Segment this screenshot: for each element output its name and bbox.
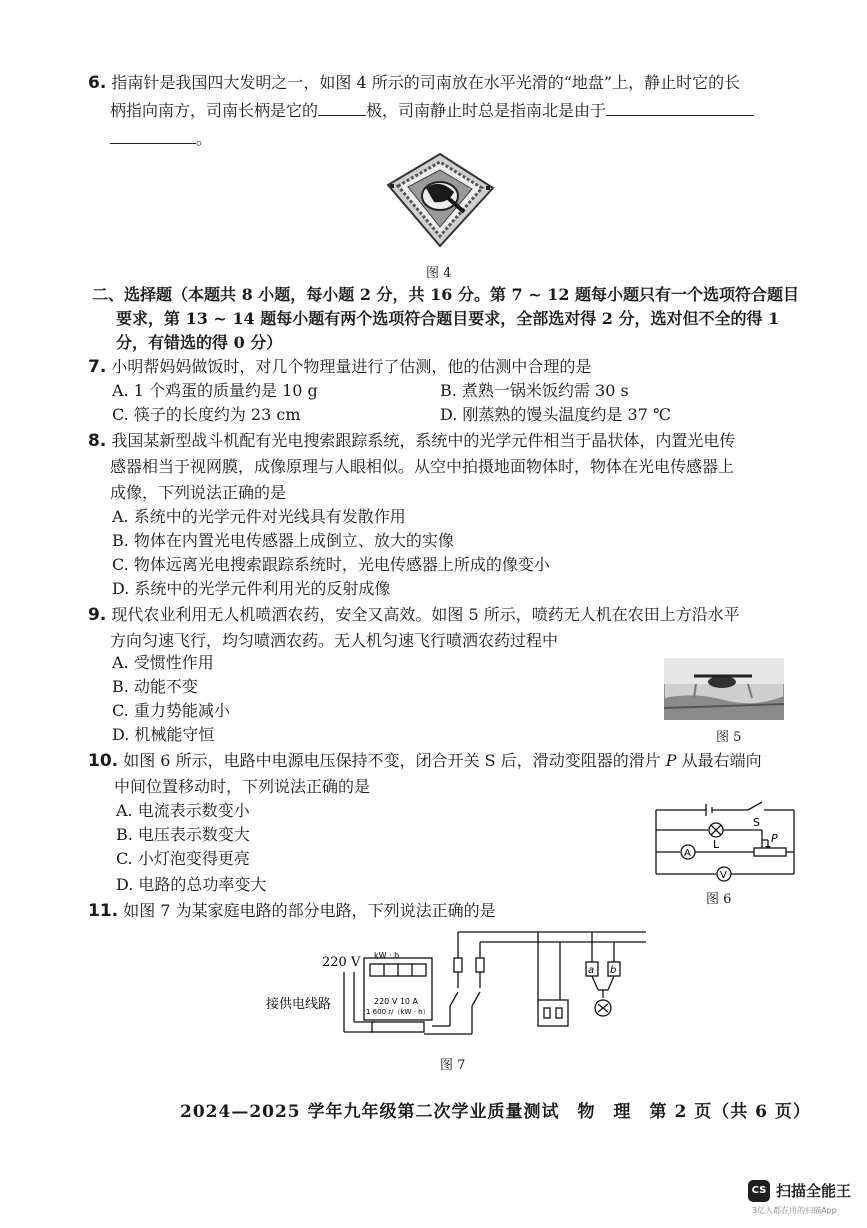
figure6-circuit-diagram [650, 796, 800, 888]
q7-option-d[interactable]: D. 刚蒸熟的馒头温度约是 37 ℃ [440, 405, 671, 424]
figure7-caption: 图 7 [440, 1058, 466, 1073]
q10-text1b: 从最右端向 [676, 751, 762, 770]
q6-text2a: 柄指向南方，司南长柄是它的 [110, 101, 319, 120]
q10-text1a: 如图 6 所示，电路中电源电压保持不变，闭合开关 S 后，滑动变阻器的滑片 [123, 751, 666, 770]
q7-stem-line [88, 356, 591, 378]
q9-option-b[interactable]: B. 动能不变 [112, 677, 198, 696]
section2-line2: 要求，第 13 ~ 14 题每小题有两个选项符合题目要求，全部选对得 2 分，选对但不全的得 1 [116, 309, 780, 328]
q6-end: 。 [196, 129, 213, 148]
figure4-compass-image [378, 150, 500, 250]
q9-option-c[interactable]: C. 重力势能减小 [112, 701, 230, 720]
figure7-meter-rating2: 1 600 r/（kW · h） [366, 1008, 430, 1016]
figure4-caption: 图 4 [426, 266, 452, 281]
q6-number: 6. [88, 73, 107, 93]
q10-line2: 中间位置移动时，下列说法正确的是 [114, 777, 371, 796]
q9-number: 9. [88, 605, 107, 625]
q11-stem-line [88, 900, 496, 922]
q10-number: 10. [88, 751, 119, 771]
q8-text1: 我国某新型战斗机配有光电搜索跟踪系统，系统中的光学元件相当于晶状体，内置光电传 [111, 431, 736, 450]
q8-line2: 感器相当于视网膜，成像原理与人眼相似。从空中拍摄地面物体时，物体在光电传感器上 [110, 457, 735, 476]
figure6-label-p: P [771, 832, 778, 845]
camscanner-tagline: 3亿人都在用的扫描App [752, 1206, 837, 1215]
q11-stem: 如图 7 为某家庭电路的部分电路，下列说法正确的是 [123, 901, 496, 920]
q10-line1 [88, 750, 762, 772]
q7-option-c[interactable]: C. 筷子的长度约为 23 cm [112, 405, 301, 424]
figure6-caption: 图 6 [706, 892, 732, 907]
q9-line1 [88, 604, 740, 626]
q10-option-a[interactable]: A. 电流表示数变小 [116, 801, 250, 820]
figure6-ammeter-label: A [684, 848, 691, 859]
q9-line2: 方向匀速飞行，均匀喷洒农药。无人机匀速飞行喷洒农药过程中 [110, 631, 559, 650]
q10-option-d[interactable]: D. 电路的总功率变大 [116, 875, 267, 894]
q11-number: 11. [88, 901, 119, 921]
figure5-drone-image [664, 658, 784, 720]
q8-option-b[interactable]: B. 物体在内置光电传感器上成倒立、放大的实像 [112, 531, 454, 550]
q9-text1: 现代农业利用无人机喷洒农药，安全又高效。如图 5 所示，喷药无人机在农田上方沿水平 [111, 605, 740, 624]
q8-line1 [88, 430, 735, 452]
q6-text1: 指南针是我国四大发明之一，如图 4 所示的司南放在水平光滑的“地盘”上，静止时它的长 [111, 73, 741, 92]
q6-line1 [88, 72, 740, 94]
q10-slider-p: P [665, 751, 677, 770]
q6-line2 [110, 100, 754, 122]
page-footer: 2024—2025 学年九年级第二次学业质量测试 物 理 第 2 页（共 6 页） [180, 1102, 811, 1122]
q7-stem: 小明帮妈妈做饭时，对几个物理量进行了估测，他的估测中合理的是 [111, 357, 592, 376]
q8-option-c[interactable]: C. 物体远离光电搜索跟踪系统时，光电传感器上所成的像变小 [112, 555, 550, 574]
q7-number: 7. [88, 357, 107, 377]
figure7-supply-label: 接供电线路 [266, 997, 332, 1012]
q10-option-b[interactable]: B. 电压表示数变大 [116, 825, 250, 844]
q8-option-a[interactable]: A. 系统中的光学元件对光线具有发散作用 [112, 507, 406, 526]
camscanner-name: 扫描全能王 [776, 1182, 852, 1200]
q8-number: 8. [88, 431, 107, 451]
figure5-caption: 图 5 [716, 730, 742, 745]
q8-option-d[interactable]: D. 系统中的光学元件利用光的反射成像 [112, 579, 391, 598]
q9-option-d[interactable]: D. 机械能守恒 [112, 725, 215, 744]
figure6-label-l: L [713, 838, 720, 851]
figure7-label-a: a [588, 965, 595, 976]
camscanner-logo-icon: CS [748, 1180, 770, 1202]
q9-option-a[interactable]: A. 受惯性作用 [112, 653, 214, 672]
figure7-meter-unit: kW · h [374, 951, 400, 960]
figure7-label-b: b [610, 965, 617, 976]
section2-line3: 分，有错选的得 0 分） [116, 333, 283, 352]
figure7-household-circuit [262, 926, 662, 1050]
q7-option-b[interactable]: B. 煮熟一锅米饭约需 30 s [440, 381, 629, 400]
figure6-label-s: S [753, 816, 760, 829]
figure7-voltage-label: 220 V [322, 955, 361, 970]
figure7-meter-rating1: 220 V 10 A [374, 997, 419, 1006]
q6-blank1[interactable] [318, 101, 366, 116]
figure6-voltmeter-label: V [720, 870, 727, 881]
q6-text2b: 极，司南静止时总是指南北是由于 [366, 101, 607, 120]
q8-line3: 成像，下列说法正确的是 [110, 483, 287, 502]
q7-option-a[interactable]: A. 1 个鸡蛋的质量约是 10 g [112, 381, 318, 400]
q6-line3 [110, 128, 212, 150]
q10-option-c[interactable]: C. 小灯泡变得更亮 [116, 849, 250, 868]
q6-blank2[interactable] [606, 101, 754, 116]
section2-line1: 二、选择题（本题共 8 小题，每小题 2 分，共 16 分。第 7 ~ 12 题每小题只有一个选项符合题目 [92, 285, 800, 304]
q6-blank2-cont[interactable] [110, 129, 196, 144]
